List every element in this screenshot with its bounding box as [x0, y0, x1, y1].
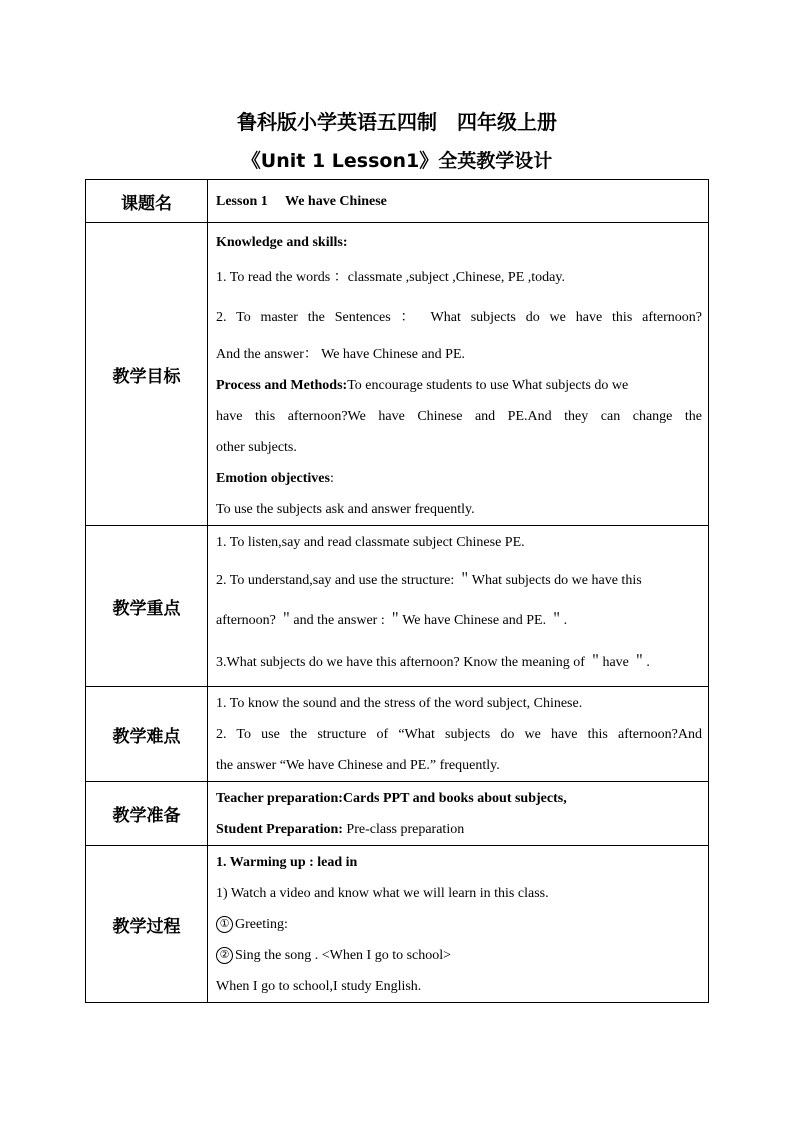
- row-label-key-points: 教学重点: [86, 526, 208, 687]
- topic-value: Lesson 1 We have Chinese: [216, 193, 387, 209]
- table-row-key-points: [86, 526, 709, 687]
- key-point-line: 2. To understand,say and use the structure: ＂What subjects do we have this: [216, 573, 642, 588]
- process-line: [216, 940, 702, 971]
- table-row-process: [86, 846, 709, 1003]
- process-methods-text: To encourage students to use What subjects do we: [347, 378, 629, 393]
- teacher-preparation: Teacher preparation:Cards PPT and books about subjects,: [216, 791, 567, 806]
- key-point-line: 3.What subjects do we have this afternoon? Know the meaning of ＂have ＂.: [216, 655, 650, 670]
- table-row-preparation: [86, 782, 709, 846]
- table-row-objectives: [86, 223, 709, 526]
- objectives-line: And the answer： We have Chinese and PE.: [216, 347, 465, 362]
- row-label-preparation: 教学准备: [86, 782, 208, 846]
- objectives-line: other subjects.: [216, 440, 297, 455]
- student-preparation-text: Pre-class preparation: [342, 822, 465, 837]
- objectives-line: 1. To read the words ：classmate ,subject ,Chinese, PE ,today.: [216, 270, 565, 285]
- process-line: When I go to school,I study English.: [216, 979, 422, 994]
- table-row-topic: [86, 180, 709, 223]
- objectives-line: [216, 370, 702, 401]
- student-preparation-line: [216, 814, 702, 845]
- document-title: 鲁科版小学英语五四制 四年级上册: [237, 110, 557, 134]
- objectives-line: To use the subjects ask and answer frequently.: [216, 502, 475, 517]
- process-step-heading: 1. Warming up : lead in: [216, 855, 358, 870]
- difficulty-line: the answer “We have Chinese and PE.” frequently.: [216, 758, 500, 773]
- objectives-line: have this afternoon?We have Chinese and PE.And they can change the: [216, 409, 702, 424]
- difficulty-line: 1. To know the sound and the stress of the word subject, Chinese.: [216, 696, 583, 711]
- document-subtitle: 《Unit 1 Lesson1》全英教学设计: [241, 150, 553, 172]
- objectives-line: Knowledge and skills:: [216, 235, 348, 250]
- objectives-line: [216, 463, 702, 494]
- process-line: [216, 909, 702, 940]
- row-label-difficulties: 教学难点: [86, 687, 208, 782]
- circled-number-one: ①: [216, 916, 233, 933]
- key-point-line: 1. To listen,say and read classmate subject Chinese PE.: [216, 535, 525, 550]
- lesson-plan-table: [85, 179, 709, 1003]
- song-text: Sing the song . <When I go to school>: [235, 948, 452, 963]
- row-label-topic: 课题名: [86, 180, 208, 223]
- table-row-difficulties: [86, 687, 709, 782]
- greeting-text: Greeting:: [235, 917, 288, 932]
- emotion-colon: :: [329, 471, 334, 486]
- row-label-process: 教学过程: [86, 846, 208, 1003]
- emotion-heading: Emotion objectives: [216, 471, 330, 486]
- key-point-line: afternoon? ＂and the answer : ＂We have Chinese and PE. ＂.: [216, 613, 568, 628]
- student-preparation-heading: Student Preparation:: [216, 822, 343, 837]
- circled-number-two: ②: [216, 947, 233, 964]
- difficulty-line: 2. To use the structure of “What subjects do we have this afternoon?And: [216, 727, 702, 742]
- objectives-line: 2. To master the Sentences ： What subjects do we have this afternoon?: [216, 310, 702, 325]
- process-methods-heading: Process and Methods:: [216, 378, 348, 393]
- row-label-objectives: 教学目标: [86, 223, 208, 526]
- process-line: 1) Watch a video and know what we will learn in this class.: [216, 886, 549, 901]
